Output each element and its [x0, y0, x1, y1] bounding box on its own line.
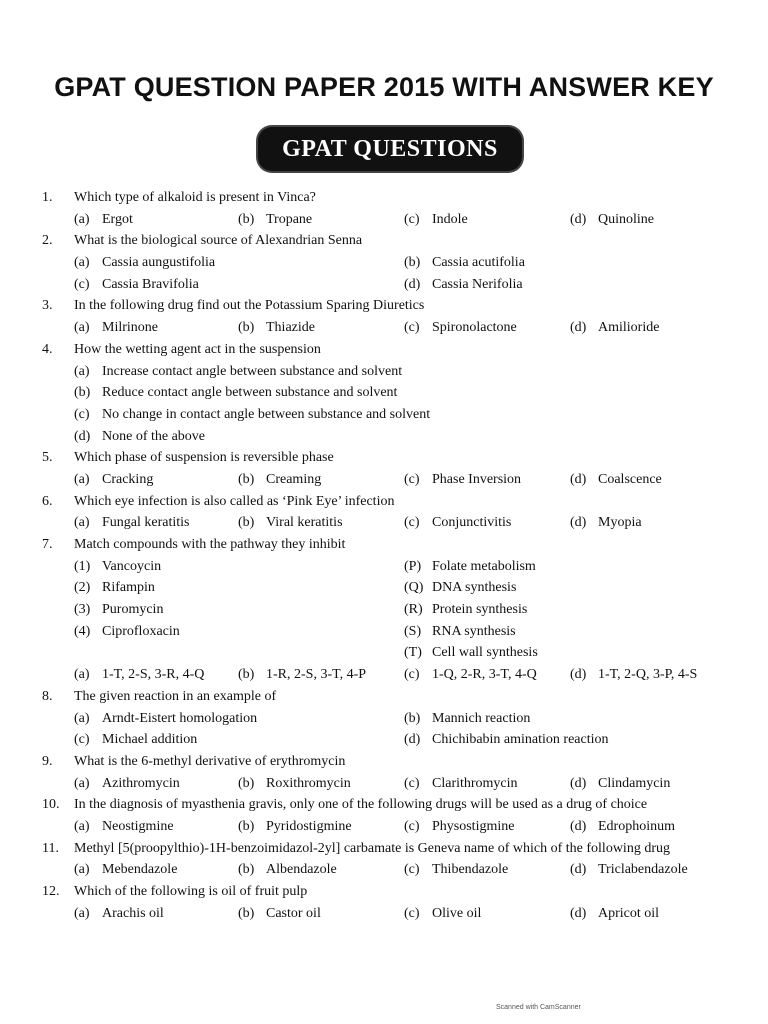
option-text: Azithromycin: [102, 775, 180, 791]
answer-option: [74, 556, 161, 578]
option-label: (P): [404, 558, 422, 574]
option-row: [0, 816, 768, 838]
answer-option: [404, 664, 537, 686]
option-label: (b): [238, 320, 255, 336]
option-row: [0, 361, 768, 383]
option-label: (c): [404, 818, 420, 834]
option-label: (b): [74, 385, 91, 401]
option-text: Thibendazole: [432, 862, 509, 878]
answer-option: [74, 469, 153, 491]
question-number: 9.: [42, 753, 53, 769]
question-number: 2.: [42, 233, 53, 249]
option-label: (b): [238, 775, 255, 791]
option-label: (b): [404, 710, 421, 726]
answer-option: [74, 426, 205, 448]
option-row: [0, 274, 768, 296]
option-text: Viral keratitis: [266, 515, 343, 531]
option-text: Cell wall synthesis: [432, 645, 538, 661]
answer-option: [404, 773, 518, 795]
answer-option: [74, 664, 204, 686]
option-text: Cracking: [102, 471, 154, 487]
option-text: Clarithromycin: [432, 775, 518, 791]
question-number: 7.: [42, 537, 53, 552]
option-text: Cassia aungustifolia: [102, 255, 216, 271]
option-text: RNA synthesis: [432, 623, 516, 639]
option-text: Amilioride: [598, 320, 660, 336]
answer-option: [238, 773, 351, 795]
option-text: Cassia acutifolia: [432, 255, 525, 271]
option-label: (S): [404, 623, 422, 639]
option-row: [0, 512, 768, 534]
option-label: (T): [404, 645, 422, 661]
option-text: Castor oil: [266, 905, 321, 921]
answer-option: [570, 209, 654, 231]
option-label: (a): [74, 862, 90, 878]
option-text: DNA synthesis: [432, 580, 517, 596]
question-number: 6.: [42, 493, 53, 509]
answer-option: [404, 621, 516, 643]
option-text: Michael addition: [102, 732, 198, 748]
answer-option: [404, 252, 525, 274]
option-text: Spironolactone: [432, 320, 517, 336]
option-label: (d): [74, 428, 91, 444]
option-text: 1-Q, 2-R, 3-T, 4-Q: [432, 667, 537, 683]
option-label: (d): [404, 276, 421, 292]
answer-option: [74, 708, 257, 730]
option-label: (c): [74, 276, 90, 292]
question-number: 3.: [42, 298, 53, 314]
option-label: (d): [570, 320, 587, 336]
option-label: (b): [404, 255, 421, 271]
option-label: (b): [238, 515, 255, 531]
answer-option: [404, 599, 527, 621]
answer-option: [74, 621, 180, 643]
answer-option: [570, 512, 642, 534]
option-label: (c): [74, 406, 90, 422]
answer-option: [74, 577, 155, 599]
question-row: [0, 447, 768, 469]
option-label: (d): [570, 862, 587, 878]
option-label: (d): [570, 515, 587, 531]
question-text: What is the biological source of Alexandrian Senna: [74, 233, 363, 249]
option-text: 1-T, 2-S, 3-R, 4-Q: [102, 667, 205, 683]
option-row: [0, 252, 768, 274]
option-label: (b): [238, 862, 255, 878]
option-text: Reduce contact angle between substance and solvent: [102, 385, 398, 401]
option-text: Neostigmine: [102, 818, 174, 834]
answer-option: [238, 209, 312, 231]
answer-option: [404, 577, 516, 599]
option-label: (a): [74, 818, 90, 834]
option-text: Phase Inversion: [432, 471, 522, 487]
option-row: [0, 773, 768, 795]
option-text: Mebendazole: [102, 862, 178, 878]
answer-option: [404, 274, 523, 296]
option-label: (3): [74, 602, 91, 618]
answer-option: [238, 317, 315, 339]
answer-option: [404, 729, 609, 751]
option-text: Albendazole: [266, 862, 337, 878]
option-text: Cassia Bravifolia: [102, 276, 199, 292]
option-row: [0, 426, 768, 448]
option-row: [0, 599, 768, 621]
question-number: 8.: [42, 688, 53, 704]
option-row: [0, 556, 768, 578]
answer-option: [238, 816, 352, 838]
option-text: Creaming: [266, 471, 322, 487]
option-text: Olive oil: [432, 905, 482, 921]
option-text: Ciprofloxacin: [102, 623, 180, 639]
option-row: [0, 708, 768, 730]
option-label: (d): [570, 471, 587, 487]
answer-option: [404, 816, 514, 838]
option-text: Tropane: [266, 211, 313, 227]
option-row: [0, 577, 768, 599]
option-text: Triclabendazole: [598, 862, 688, 878]
answer-option: [74, 317, 158, 339]
option-text: Arachis oil: [102, 905, 164, 921]
option-text: Quinoline: [598, 211, 654, 227]
option-label: (4): [74, 623, 91, 639]
answer-option: [570, 469, 662, 491]
answer-option: [74, 599, 163, 621]
option-row: [0, 209, 768, 231]
option-label: (a): [74, 363, 90, 379]
question-row: [0, 881, 768, 903]
option-text: Puromycin: [102, 602, 164, 618]
answer-option: [570, 664, 697, 686]
question-row: [0, 230, 768, 252]
option-label: (b): [238, 818, 255, 834]
option-row: [0, 404, 768, 426]
answer-option: [238, 469, 321, 491]
option-text: Conjunctivitis: [432, 515, 512, 531]
option-text: Edrophoinum: [598, 818, 675, 834]
option-text: Thiazide: [266, 320, 315, 336]
option-label: (a): [74, 710, 90, 726]
answer-option: [74, 382, 397, 404]
option-row: [0, 859, 768, 881]
answer-option: [74, 252, 215, 274]
section-badge: GPAT QUESTIONS: [258, 127, 522, 171]
option-row: [0, 317, 768, 339]
answer-option: [570, 317, 659, 339]
option-text: Vancoycin: [102, 558, 162, 574]
option-text: None of the above: [102, 428, 206, 444]
option-label: (c): [404, 211, 420, 227]
answer-option: [570, 773, 670, 795]
option-label: (d): [404, 732, 421, 748]
option-label: (b): [238, 211, 255, 227]
question-text: Match compounds with the pathway they inhibit: [74, 537, 346, 552]
option-text: Ergot: [102, 211, 133, 227]
option-label: (d): [570, 211, 587, 227]
question-row: [0, 794, 768, 816]
option-text: Apricot oil: [598, 905, 660, 921]
answer-option: [74, 512, 190, 534]
option-label: (a): [74, 667, 90, 683]
option-text: No change in contact angle between substance and solvent: [102, 406, 431, 422]
answer-option: [238, 859, 337, 881]
scanner-footer: Scanned with CamScanner: [496, 1004, 581, 1011]
answer-option: [238, 903, 321, 925]
option-text: Coalscence: [598, 471, 662, 487]
question-text: Which eye infection is also called as ‘Pink Eye’ infection: [74, 493, 395, 509]
option-label: (d): [570, 775, 587, 791]
option-text: Mannich reaction: [432, 710, 531, 726]
option-text: Physostigmine: [432, 818, 515, 834]
question-row: [0, 686, 768, 708]
answer-option: [570, 859, 688, 881]
option-label: (a): [74, 471, 90, 487]
answer-option: [74, 274, 199, 296]
question-number: 10.: [42, 797, 60, 813]
answer-option: [238, 512, 343, 534]
question-number: 11.: [42, 840, 59, 856]
option-text: Protein synthesis: [432, 602, 528, 618]
answer-option: [74, 361, 402, 383]
option-label: (Q): [404, 580, 424, 596]
answer-option: [238, 664, 366, 686]
option-text: Pyridostigmine: [266, 818, 352, 834]
option-label: (d): [570, 905, 587, 921]
option-text: 1-R, 2-S, 3-T, 4-P: [266, 667, 367, 683]
question-row: [0, 295, 768, 317]
question-row: [0, 534, 768, 556]
option-text: 1-T, 2-Q, 3-P, 4-S: [598, 667, 698, 683]
answer-option: [74, 209, 133, 231]
option-row: [0, 729, 768, 751]
question-row: [0, 491, 768, 513]
question-row: [0, 751, 768, 773]
option-label: (c): [404, 905, 420, 921]
option-label: (c): [74, 732, 90, 748]
answer-option: [74, 859, 177, 881]
option-text: Milrinone: [102, 320, 158, 336]
page-title: GPAT QUESTION PAPER 2015 WITH ANSWER KEY: [54, 72, 714, 102]
question-text: Which of the following is oil of fruit pulp: [74, 884, 308, 899]
question-number: 5.: [42, 450, 53, 466]
question-row: [0, 187, 768, 209]
answer-option: [404, 512, 511, 534]
option-text: Rifampin: [102, 580, 155, 596]
option-text: Chichibabin amination reaction: [432, 732, 609, 748]
question-number: 4.: [42, 341, 53, 357]
option-text: Indole: [432, 211, 468, 227]
option-text: Cassia Nerifolia: [432, 276, 523, 292]
option-label: (d): [570, 667, 587, 683]
answer-option: [404, 209, 468, 231]
answer-option: [404, 708, 530, 730]
question-number: 12.: [42, 884, 60, 899]
option-label: (R): [404, 602, 423, 618]
answer-option: [404, 317, 517, 339]
option-label: (a): [74, 775, 90, 791]
answer-option: [404, 642, 538, 664]
option-row: [0, 382, 768, 404]
answer-option: [74, 903, 164, 925]
option-label: (a): [74, 515, 90, 531]
option-label: (c): [404, 515, 420, 531]
question-list: [0, 187, 768, 924]
option-row: [0, 621, 768, 643]
option-label: (a): [74, 211, 90, 227]
question-number: 1.: [42, 190, 53, 205]
option-label: (a): [74, 320, 90, 336]
question-text: The given reaction in an example of: [74, 688, 277, 704]
answer-option: [570, 903, 659, 925]
answer-option: [74, 773, 180, 795]
option-row: [0, 903, 768, 925]
option-label: (b): [238, 667, 255, 683]
option-text: Increase contact angle between substance and solvent: [102, 363, 403, 379]
question-row: [0, 838, 768, 860]
option-text: Fungal keratitis: [102, 515, 190, 531]
question-text: What is the 6-methyl derivative of erythromycin: [74, 753, 346, 769]
question-row: [0, 339, 768, 361]
option-label: (a): [74, 255, 90, 271]
option-text: Myopia: [598, 515, 642, 531]
option-label: (1): [74, 558, 91, 574]
option-label: (d): [570, 818, 587, 834]
option-label: (c): [404, 862, 420, 878]
option-row: [0, 642, 768, 664]
option-text: Roxithromycin: [266, 775, 351, 791]
option-label: (b): [238, 905, 255, 921]
option-label: (c): [404, 667, 420, 683]
answer-option: [404, 469, 521, 491]
option-label: (c): [404, 320, 420, 336]
option-label: (c): [404, 775, 420, 791]
answer-option: [404, 556, 536, 578]
answer-option: [404, 903, 481, 925]
option-text: Arndt-Eistert homologation: [102, 710, 258, 726]
option-label: (a): [74, 905, 90, 921]
answer-option: [74, 729, 197, 751]
question-text: Which type of alkaloid is present in Vinca?: [74, 190, 316, 205]
answer-option: [74, 816, 174, 838]
option-label: (2): [74, 580, 91, 596]
question-text: Methyl [5(proopylthio)-1H-benzoimidazol-2yl] carbamate is Geneva name of which of the following drug: [74, 840, 670, 856]
option-row: [0, 664, 768, 686]
option-text: Clindamycin: [598, 775, 671, 791]
question-text: In the following drug find out the Potassium Sparing Diuretics: [74, 298, 425, 314]
option-label: (b): [238, 471, 255, 487]
answer-option: [404, 859, 508, 881]
answer-option: [74, 404, 430, 426]
option-text: Folate metabolism: [432, 558, 536, 574]
question-text: In the diagnosis of myasthenia gravis, only one of the following drugs will be used as a drug of choice: [74, 797, 648, 813]
question-text: How the wetting agent act in the suspension: [74, 341, 321, 357]
option-row: [0, 469, 768, 491]
answer-option: [570, 816, 675, 838]
option-label: (c): [404, 471, 420, 487]
question-text: Which phase of suspension is reversible phase: [74, 450, 334, 466]
